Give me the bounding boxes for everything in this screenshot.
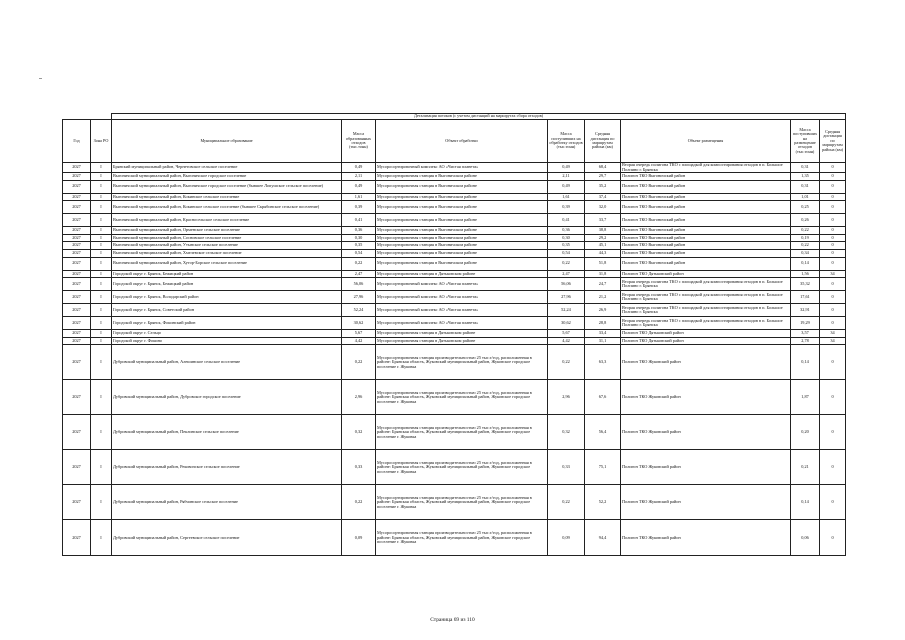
- cell-municipality: Выгоничский муниципальный район, Кокинское сельское поселение: [112, 193, 342, 201]
- cell-disposal-object: Вторая очередь полигона ТКО с площадкой для компостирования отходов в п. Большое Полпино г. Брянска: [621, 278, 791, 291]
- cell-disposal-mass: 1,01: [791, 193, 820, 201]
- cell-generated-mass: 0,41: [342, 214, 376, 227]
- cell-disposal-mass: 0,31: [791, 180, 820, 193]
- table-header-row: [63, 120, 846, 163]
- cell-disposal-distance: 0: [820, 250, 846, 258]
- cell-processing-object: Мусоросортировочный комплекс АО «Чистая планета»: [376, 304, 548, 317]
- cell-processing-distance: 51,8: [585, 257, 621, 270]
- page-number: Страница 69 из 110: [430, 617, 475, 623]
- cell-year: 2027: [63, 180, 91, 193]
- cell-year: 2027: [63, 270, 91, 278]
- cell-zone: I: [91, 485, 112, 520]
- cell-municipality: Выгоничский муниципальный район, Хутор-Борское сельское поселение: [112, 257, 342, 270]
- cell-municipality: Дубровский муниципальный район, Рековичское сельское поселение: [112, 450, 342, 485]
- header-disposal-distance: Средняя дистанция по маршрутам района (км): [820, 120, 846, 163]
- cell-processing-object: Мусоросортировочная станция в Выгоничском районе: [376, 214, 548, 227]
- cell-municipality: Выгоничский муниципальный район, Красносельское сельское поселение: [112, 214, 342, 227]
- cell-processing-distance: 33,4: [585, 330, 621, 338]
- header-processing-object: Объект обработки: [376, 120, 548, 163]
- cell-processing-distance: 94,4: [585, 520, 621, 556]
- cell-generated-mass: 0,22: [342, 485, 376, 520]
- table-row: [63, 520, 846, 556]
- table-row: [63, 415, 846, 450]
- cell-municipality: Городской округ г. Брянск, Володарский район: [112, 291, 342, 304]
- cell-disposal-object: Полигон ТКО Выгоничский район: [621, 234, 791, 242]
- cell-zone: I: [91, 163, 112, 173]
- cell-disposal-object: Вторая очередь полигона ТКО с площадкой для компостирования отходов в п. Большое Полпино г. Брянска: [621, 304, 791, 317]
- cell-processing-object: Мусоросортировочная станция производительностью 25 тыс.т/год, расположенная в районе: Брянская область, Жуковский муниципальный район, Жуковское городское поселение г. Жуковка: [376, 380, 548, 415]
- cell-zone: I: [91, 173, 112, 181]
- cell-generated-mass: 0,36: [342, 227, 376, 235]
- cell-disposal-object: Вторая очередь полигона ТКО с площадкой для компостирования отходов в п. Большое Полпино г. Брянска: [621, 317, 791, 330]
- cell-disposal-object: Полигон ТКО Жуковский район: [621, 345, 791, 380]
- cell-processing-object: Мусоросортировочная станция производительностью 25 тыс.т/год, расположенная в районе: Брянская область, Жуковский муниципальный район, Жуковское городское поселение г. Жуковка: [376, 485, 548, 520]
- cell-generated-mass: 0,32: [342, 415, 376, 450]
- table-caption: Детализация потоков (с учетом дистанций на маршрутах сбора отходов): [112, 114, 846, 120]
- cell-disposal-mass: 19,29: [791, 317, 820, 330]
- cell-zone: I: [91, 380, 112, 415]
- cell-disposal-distance: 0: [820, 214, 846, 227]
- table-row: [63, 193, 846, 201]
- cell-municipality: Выгоничский муниципальный район, Хмелевское сельское поселение: [112, 250, 342, 258]
- cell-year: 2027: [63, 227, 91, 235]
- cell-zone: I: [91, 250, 112, 258]
- cell-municipality: Городской округ г. Брянск, Бежицкий район: [112, 278, 342, 291]
- cell-disposal-object: Вторая очередь полигона ТКО с площадкой для компостирования отходов в п. Большое Полпино г. Брянска: [621, 163, 791, 173]
- cell-processing-distance: 31,1: [585, 337, 621, 345]
- cell-municipality: Дубровский муниципальный район, Алешинское сельское поселение: [112, 345, 342, 380]
- cell-disposal-mass: 0,14: [791, 485, 820, 520]
- cell-processing-mass: 4,42: [548, 337, 585, 345]
- cell-disposal-mass: 0,25: [791, 201, 820, 214]
- cell-municipality: Городской округ г. Фокино: [112, 337, 342, 345]
- table-row: [63, 201, 846, 214]
- cell-generated-mass: 1,61: [342, 193, 376, 201]
- cell-year: 2027: [63, 317, 91, 330]
- cell-year: 2027: [63, 214, 91, 227]
- cell-generated-mass: 0,22: [342, 257, 376, 270]
- cell-disposal-mass: 0,22: [791, 227, 820, 235]
- cell-processing-mass: 1,61: [548, 193, 585, 201]
- cell-municipality: Выгоничский муниципальный район, Утынское сельское поселение: [112, 242, 342, 250]
- cell-year: 2027: [63, 330, 91, 338]
- cell-disposal-object: Полигон ТКО Дятьковский район: [621, 337, 791, 345]
- cell-disposal-mass: 0,22: [791, 242, 820, 250]
- table-row: [63, 485, 846, 520]
- cell-generated-mass: 0,35: [342, 242, 376, 250]
- cell-processing-mass: 0,32: [548, 415, 585, 450]
- table-row: [63, 180, 846, 193]
- cell-zone: I: [91, 291, 112, 304]
- cell-year: 2027: [63, 201, 91, 214]
- cell-generated-mass: 5,67: [342, 330, 376, 338]
- table-row: [63, 380, 846, 415]
- cell-disposal-object: Полигон ТКО Жуковский район: [621, 450, 791, 485]
- cell-processing-mass: 0,49: [548, 180, 585, 193]
- cell-municipality: Брянский муниципальный район, Чернетовское сельское поселение: [112, 163, 342, 173]
- cell-generated-mass: 52,24: [342, 304, 376, 317]
- cell-zone: I: [91, 520, 112, 556]
- cell-disposal-mass: 0,14: [791, 257, 820, 270]
- cell-disposal-distance: 34: [820, 337, 846, 345]
- cell-generated-mass: 27,96: [342, 291, 376, 304]
- cell-generated-mass: 0,33: [342, 450, 376, 485]
- cell-disposal-distance: 0: [820, 257, 846, 270]
- cell-processing-distance: 24,7: [585, 278, 621, 291]
- cell-generated-mass: 2,47: [342, 270, 376, 278]
- cell-municipality: Выгоничский муниципальный район, Сосновское сельское поселение: [112, 234, 342, 242]
- cell-processing-distance: 31,8: [585, 270, 621, 278]
- cell-disposal-mass: 32,91: [791, 304, 820, 317]
- header-processing-mass: Масса поступивших на обработку отходов (тыс.тонн): [548, 120, 585, 163]
- cell-processing-mass: 0,54: [548, 250, 585, 258]
- cell-zone: I: [91, 214, 112, 227]
- cell-year: 2027: [63, 450, 91, 485]
- cell-generated-mass: 0,22: [342, 345, 376, 380]
- cell-processing-distance: 44,3: [585, 250, 621, 258]
- cell-generated-mass: 2,96: [342, 380, 376, 415]
- cell-year: 2027: [63, 304, 91, 317]
- table-row: [63, 330, 846, 338]
- cell-processing-mass: 0,36: [548, 227, 585, 235]
- scan-speck: [39, 78, 42, 79]
- cell-disposal-distance: 0: [820, 201, 846, 214]
- cell-disposal-object: Полигон ТКО Дятьковский район: [621, 270, 791, 278]
- cell-processing-mass: 0,33: [548, 450, 585, 485]
- cell-generated-mass: 4,42: [342, 337, 376, 345]
- cell-disposal-object: Полигон ТКО Выгоничский район: [621, 257, 791, 270]
- cell-processing-mass: 5,67: [548, 330, 585, 338]
- cell-year: 2027: [63, 234, 91, 242]
- cell-municipality: Дубровский муниципальный район, Дубровское городское поселение: [112, 380, 342, 415]
- cell-disposal-distance: 0: [820, 173, 846, 181]
- cell-disposal-object: Полигон ТКО Жуковский район: [621, 520, 791, 556]
- cell-year: 2027: [63, 520, 91, 556]
- cell-municipality: Дубровский муниципальный район, Рябчинское сельское поселение: [112, 485, 342, 520]
- cell-generated-mass: 2,11: [342, 173, 376, 181]
- cell-year: 2027: [63, 380, 91, 415]
- header-generated-mass: Масса образованных отходов (тыс.тонн): [342, 120, 376, 163]
- cell-processing-object: Мусоросортировочный комплекс АО «Чистая планета»: [376, 163, 548, 173]
- cell-disposal-object: Полигон ТКО Выгоничский район: [621, 201, 791, 214]
- cell-disposal-mass: 0,20: [791, 415, 820, 450]
- cell-municipality: Дубровский муниципальный район, Сергеевское сельское поселение: [112, 520, 342, 556]
- table-row: [63, 291, 846, 304]
- cell-municipality: Выгоничский муниципальный район, Кокинское сельское поселение (бывшее Скрябинское сельское поселение): [112, 201, 342, 214]
- cell-disposal-object: Полигон ТКО Выгоничский район: [621, 227, 791, 235]
- cell-processing-distance: 29,2: [585, 234, 621, 242]
- cell-processing-mass: 52,24: [548, 304, 585, 317]
- cell-processing-distance: 29,7: [585, 173, 621, 181]
- cell-disposal-distance: 0: [820, 227, 846, 235]
- cell-generated-mass: 0,49: [342, 163, 376, 173]
- cell-processing-mass: 2,47: [548, 270, 585, 278]
- header-disposal-object: Объект размещения: [621, 120, 791, 163]
- cell-disposal-object: Полигон ТКО Выгоничский район: [621, 193, 791, 201]
- cell-processing-object: Мусоросортировочная станция в Выгоничском районе: [376, 193, 548, 201]
- cell-zone: I: [91, 270, 112, 278]
- cell-disposal-object: Полигон ТКО Дятьковский район: [621, 330, 791, 338]
- cell-zone: I: [91, 330, 112, 338]
- cell-disposal-distance: 0: [820, 345, 846, 380]
- cell-disposal-object: Полигон ТКО Жуковский район: [621, 485, 791, 520]
- cell-zone: I: [91, 278, 112, 291]
- cell-disposal-distance: 0: [820, 380, 846, 415]
- cell-disposal-mass: 3,57: [791, 330, 820, 338]
- cell-zone: I: [91, 234, 112, 242]
- cell-disposal-distance: 0: [820, 317, 846, 330]
- cell-disposal-distance: 0: [820, 450, 846, 485]
- header-zone: Зона РО: [91, 120, 112, 163]
- cell-processing-distance: 35,2: [585, 180, 621, 193]
- cell-processing-mass: 0,22: [548, 345, 585, 380]
- cell-disposal-mass: 1,35: [791, 173, 820, 181]
- cell-processing-mass: 0,41: [548, 214, 585, 227]
- cell-processing-object: Мусоросортировочная станция в Дятьковском районе: [376, 337, 548, 345]
- table-row: [63, 163, 846, 173]
- cell-disposal-mass: 0,31: [791, 163, 820, 173]
- cell-municipality: Городской округ г. Брянск, Советский район: [112, 304, 342, 317]
- cell-processing-mass: 0,22: [548, 485, 585, 520]
- cell-municipality: Выгоничский муниципальный район, Орменское сельское поселение: [112, 227, 342, 235]
- cell-year: 2027: [63, 291, 91, 304]
- cell-processing-distance: 28,8: [585, 317, 621, 330]
- cell-disposal-mass: 0,19: [791, 234, 820, 242]
- cell-disposal-mass: 35,32: [791, 278, 820, 291]
- cell-disposal-distance: 0: [820, 180, 846, 193]
- table-row: [63, 337, 846, 345]
- header-municipality: Муниципальное образование: [112, 120, 342, 163]
- cell-zone: I: [91, 317, 112, 330]
- cell-disposal-distance: 34: [820, 270, 846, 278]
- cell-disposal-object: Вторая очередь полигона ТКО с площадкой для компостирования отходов в п. Большое Полпино г. Брянска: [621, 291, 791, 304]
- table-row: [63, 450, 846, 485]
- cell-municipality: Выгоничский муниципальный район, Выгоничское городское поселение (бывшее Лопушское сельское поселение): [112, 180, 342, 193]
- cell-generated-mass: 0,54: [342, 250, 376, 258]
- cell-year: 2027: [63, 257, 91, 270]
- table-row: [63, 227, 846, 235]
- cell-processing-object: Мусоросортировочная станция в Выгоничском районе: [376, 180, 548, 193]
- cell-disposal-mass: 17,61: [791, 291, 820, 304]
- cell-disposal-distance: 0: [820, 234, 846, 242]
- cell-disposal-distance: 0: [820, 415, 846, 450]
- cell-year: 2027: [63, 345, 91, 380]
- cell-processing-distance: 33,7: [585, 214, 621, 227]
- cell-generated-mass: 56,06: [342, 278, 376, 291]
- cell-processing-mass: 27,96: [548, 291, 585, 304]
- cell-municipality: Выгоничский муниципальный район, Выгоничское городское поселение: [112, 173, 342, 181]
- cell-year: 2027: [63, 337, 91, 345]
- cell-disposal-distance: 0: [820, 485, 846, 520]
- cell-year: 2027: [63, 173, 91, 181]
- header-disposal-mass: Масса поступивших на размещение отходов (тыс.тонн): [791, 120, 820, 163]
- cell-municipality: Городской округ г. Брянск, Бежицкий район: [112, 270, 342, 278]
- cell-processing-mass: 0,09: [548, 520, 585, 556]
- cell-processing-mass: 0,22: [548, 257, 585, 270]
- cell-zone: I: [91, 227, 112, 235]
- cell-disposal-distance: 0: [820, 193, 846, 201]
- cell-processing-object: Мусоросортировочная станция в Дятьковском районе: [376, 270, 548, 278]
- cell-disposal-mass: 0,26: [791, 214, 820, 227]
- table-row: [63, 214, 846, 227]
- cell-generated-mass: 0,09: [342, 520, 376, 556]
- cell-processing-object: Мусоросортировочная станция в Выгоничском районе: [376, 227, 548, 235]
- cell-processing-distance: 68,4: [585, 163, 621, 173]
- cell-disposal-mass: 0,06: [791, 520, 820, 556]
- cell-municipality: Городской округ г. Сельцо: [112, 330, 342, 338]
- cell-processing-distance: 45,1: [585, 242, 621, 250]
- cell-processing-mass: 0,39: [548, 201, 585, 214]
- cell-zone: I: [91, 242, 112, 250]
- cell-disposal-object: Полигон ТКО Выгоничский район: [621, 242, 791, 250]
- table-row: [63, 278, 846, 291]
- cell-municipality: Дубровский муниципальный район, Пеклинское сельское поселение: [112, 415, 342, 450]
- cell-zone: I: [91, 257, 112, 270]
- cell-zone: I: [91, 201, 112, 214]
- cell-processing-object: Мусоросортировочный комплекс АО «Чистая планета»: [376, 278, 548, 291]
- cell-processing-object: Мусоросортировочная станция в Выгоничском районе: [376, 173, 548, 181]
- cell-disposal-distance: 0: [820, 278, 846, 291]
- cell-zone: I: [91, 415, 112, 450]
- cell-year: 2027: [63, 485, 91, 520]
- cell-disposal-object: Полигон ТКО Выгоничский район: [621, 180, 791, 193]
- cell-year: 2027: [63, 250, 91, 258]
- table-row: [63, 242, 846, 250]
- table-row: [63, 250, 846, 258]
- cell-disposal-object: Полигон ТКО Выгоничский район: [621, 250, 791, 258]
- cell-year: 2027: [63, 163, 91, 173]
- cell-disposal-object: Полигон ТКО Жуковский район: [621, 415, 791, 450]
- cell-year: 2027: [63, 242, 91, 250]
- cell-processing-object: Мусоросортировочная станция производительностью 25 тыс.т/год, расположенная в районе: Брянская область, Жуковский муниципальный район, Жуковское городское поселение г. Жуковка: [376, 415, 548, 450]
- cell-processing-object: Мусоросортировочный комплекс АО «Чистая планета»: [376, 291, 548, 304]
- cell-processing-object: Мусоросортировочная станция производительностью 25 тыс.т/год, расположенная в районе: Брянская область, Жуковский муниципальный район, Жуковское городское поселение г. Жуковка: [376, 520, 548, 556]
- cell-zone: I: [91, 180, 112, 193]
- cell-disposal-object: Полигон ТКО Выгоничский район: [621, 173, 791, 181]
- cell-processing-object: Мусоросортировочная станция в Выгоничском районе: [376, 257, 548, 270]
- cell-processing-distance: 38,8: [585, 227, 621, 235]
- cell-disposal-mass: 2,78: [791, 337, 820, 345]
- table-row: [63, 173, 846, 181]
- cell-disposal-object: Полигон ТКО Выгоничский район: [621, 214, 791, 227]
- cell-processing-distance: 63,3: [585, 345, 621, 380]
- cell-processing-object: Мусоросортировочная станция в Выгоничском районе: [376, 201, 548, 214]
- cell-generated-mass: 0,39: [342, 201, 376, 214]
- cell-disposal-distance: 0: [820, 163, 846, 173]
- cell-processing-distance: 37,4: [585, 193, 621, 201]
- cell-municipality: Городской округ г. Брянск, Фокинский район: [112, 317, 342, 330]
- cell-processing-mass: 56,06: [548, 278, 585, 291]
- cell-zone: I: [91, 304, 112, 317]
- cell-disposal-distance: 0: [820, 520, 846, 556]
- cell-processing-object: Мусоросортировочная станция в Выгоничском районе: [376, 250, 548, 258]
- cell-generated-mass: 0,30: [342, 234, 376, 242]
- cell-year: 2027: [63, 415, 91, 450]
- header-year: Год: [63, 120, 91, 163]
- cell-disposal-mass: 1,56: [791, 270, 820, 278]
- cell-processing-object: Мусоросортировочная станция производительностью 25 тыс.т/год, расположенная в районе: Брянская область, Жуковский муниципальный район, Жуковское городское поселение г. Жуковка: [376, 450, 548, 485]
- cell-processing-object: Мусоросортировочная станция производительностью 25 тыс.т/год, расположенная в районе: Брянская область, Жуковский муниципальный район, Жуковское городское поселение г. Жуковка: [376, 345, 548, 380]
- cell-processing-distance: 32,0: [585, 201, 621, 214]
- table-row: [63, 317, 846, 330]
- cell-processing-mass: 30,62: [548, 317, 585, 330]
- cell-processing-distance: 26,9: [585, 304, 621, 317]
- cell-processing-mass: 2,11: [548, 173, 585, 181]
- cell-zone: I: [91, 345, 112, 380]
- cell-processing-object: Мусоросортировочная станция в Дятьковском районе: [376, 330, 548, 338]
- cell-disposal-mass: 0,21: [791, 450, 820, 485]
- document-sheet: [62, 113, 845, 556]
- table-row: [63, 257, 846, 270]
- cell-generated-mass: 0,49: [342, 180, 376, 193]
- cell-zone: I: [91, 193, 112, 201]
- cell-year: 2027: [63, 278, 91, 291]
- cell-disposal-mass: 0,14: [791, 345, 820, 380]
- cell-disposal-distance: 0: [820, 304, 846, 317]
- cell-disposal-distance: 34: [820, 330, 846, 338]
- cell-disposal-object: Полигон ТКО Жуковский район: [621, 380, 791, 415]
- cell-year: 2027: [63, 193, 91, 201]
- waste-flow-table: [62, 113, 846, 556]
- cell-generated-mass: 30,62: [342, 317, 376, 330]
- table-row: [63, 234, 846, 242]
- cell-processing-mass: 2,96: [548, 380, 585, 415]
- table-row: [63, 304, 846, 317]
- table-row: [63, 345, 846, 380]
- cell-processing-distance: 75,1: [585, 450, 621, 485]
- cell-processing-object: Мусоросортировочная станция в Выгоничском районе: [376, 234, 548, 242]
- table-row: [63, 270, 846, 278]
- cell-processing-distance: 67,6: [585, 380, 621, 415]
- cell-disposal-mass: 1,87: [791, 380, 820, 415]
- cell-processing-mass: 0,49: [548, 163, 585, 173]
- cell-processing-mass: 0,30: [548, 234, 585, 242]
- cell-processing-mass: 0,35: [548, 242, 585, 250]
- cell-disposal-mass: 0,34: [791, 250, 820, 258]
- header-processing-distance: Средняя дистанция по маршрутам района (км): [585, 120, 621, 163]
- cell-processing-distance: 56,4: [585, 415, 621, 450]
- cell-disposal-distance: 0: [820, 242, 846, 250]
- cell-zone: I: [91, 450, 112, 485]
- cell-processing-object: Мусоросортировочная станция в Выгоничском районе: [376, 242, 548, 250]
- cell-disposal-distance: 0: [820, 291, 846, 304]
- cell-zone: I: [91, 337, 112, 345]
- cell-processing-distance: 52,2: [585, 485, 621, 520]
- cell-processing-object: Мусоросортировочный комплекс АО «Чистая планета»: [376, 317, 548, 330]
- cell-processing-distance: 21,2: [585, 291, 621, 304]
